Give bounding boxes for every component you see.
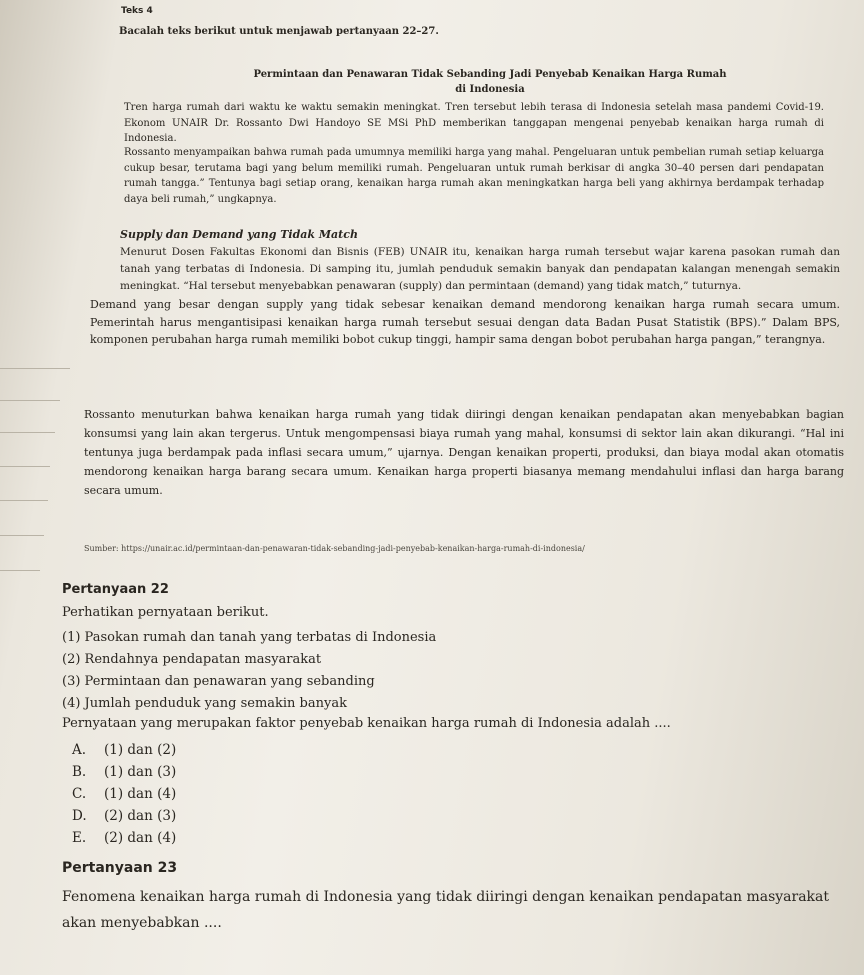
option-letter: D. — [72, 808, 87, 824]
option-letter: E. — [72, 830, 87, 846]
article-title-line2: di Indonesia — [455, 84, 525, 95]
article-paragraph-4: Demand yang besar dengan supply yang tidak sebesar kenaikan demand mendorong kenaikan harga rumah secara umum. Pemerintah harus mengantisipasi kenaikan harga rumah tersebut sesuai dengan data Badan Pusat Statistik (BPS).” Dalam BPS, komponen perubahan harga rumah memiliki bobot cukup tinggi, hampir sama dengan bobot perubahan harga pangan,” terangnya. — [90, 298, 840, 346]
margin-rule — [0, 466, 50, 467]
option-letter: A. — [72, 742, 87, 758]
statement-item: (2) Rendahnya pendapatan masyarakat — [62, 652, 322, 667]
margin-rule — [0, 432, 55, 433]
option-text: (2) dan (4) — [104, 830, 177, 846]
margin-rule — [0, 400, 60, 401]
article-subheading: Supply dan Demand yang Tidak Match — [120, 228, 358, 241]
statement-item: (1) Pasokan rumah dan tanah yang terbatas di Indonesia — [62, 630, 437, 645]
statement-item: (4) Jumlah penduduk yang semakin banyak — [62, 696, 347, 711]
option-text: (1) dan (3) — [104, 764, 177, 780]
option-c[interactable] — [72, 783, 176, 805]
article-title — [150, 67, 830, 97]
teks-label: Teks 4 — [121, 6, 153, 16]
option-text: (1) dan (2) — [104, 742, 177, 758]
question-22-intro: Perhatikan pernyataan berikut. — [62, 605, 269, 620]
article-source: Sumber: https://unair.ac.id/permintaan-dan-penawaran-tidak-sebanding-jadi-penyebab-kenaikan-harga-rumah-di-indonesia/ — [84, 544, 585, 553]
article-paragraph-1: Tren harga rumah dari waktu ke waktu semakin meningkat. Tren tersebut lebih terasa di Indonesia setelah masa pandemi Covid-19. Ekonom UNAIR Dr. Rossanto Dwi Handoyo SE MSi PhD memberikan tanggapan mengenai penyebab kenaikan harga rumah di Indonesia. — [124, 102, 824, 144]
option-b[interactable] — [72, 761, 176, 783]
option-e[interactable] — [72, 827, 176, 849]
option-letter: C. — [72, 786, 87, 802]
margin-rule — [0, 368, 70, 369]
reading-instruction: Bacalah teks berikut untuk menjawab pertanyaan 22–27. — [119, 26, 439, 37]
option-a[interactable] — [72, 739, 176, 761]
margin-rule — [0, 500, 48, 501]
question-22-title: Pertanyaan 22 — [62, 582, 169, 597]
statement-item: (3) Permintaan dan penawaran yang sebanding — [62, 674, 375, 689]
option-d[interactable] — [72, 805, 176, 827]
margin-rule — [0, 535, 44, 536]
question-22-text: Pernyataan yang merupakan faktor penyebab kenaikan harga rumah di Indonesia adalah .... — [62, 716, 671, 731]
margin-rule — [0, 570, 40, 571]
article-paragraph-2: Rossanto menyampaikan bahwa rumah pada umumnya memiliki harga yang mahal. Pengeluaran untuk pembelian rumah setiap keluarga cukup besar, terutama bagi yang belum memiliki rumah. Pengeluaran untuk rumah berkisar di angka 30–40 persen dari pendapatan rumah tangga.” Tentunya bagi setiap orang, kenaikan harga rumah akan meningkatkan harga beli yang akhirnya berdampak terhadap daya beli rumah,” ungkapnya. — [124, 147, 824, 205]
option-letter: B. — [72, 764, 87, 780]
option-text: (1) dan (4) — [104, 786, 177, 802]
article-paragraph-3: Menurut Dosen Fakultas Ekonomi dan Bisnis (FEB) UNAIR itu, kenaikan harga rumah tersebut wajar karena pasokan rumah dan tanah yang terbatas di Indonesia. Di samping itu, jumlah penduduk semakin banyak dan pendapatan kalangan menengah semakin meningkat. “Hal tersebut menyebabkan penawaran (supply) dan permintaan (demand) yang tidak match,” tuturnya. — [120, 246, 840, 292]
article-paragraph-5: Rossanto menuturkan bahwa kenaikan harga rumah yang tidak diiringi dengan kenaikan pendapatan akan menyebabkan bagian konsumsi yang lain akan tergerus. Untuk mengompensasi biaya rumah yang mahal, konsumsi di sektor lain akan dikurangi. “Hal ini tentunya juga berdampak pada inflasi secara umum,” ujarnya. Dengan kenaikan properti, produksi, dan biaya modal akan otomatis mendorong kenaikan harga barang secara umum. Kenaikan harga properti biasanya memang mendahului inflasi dan harga barang secara umum. — [84, 408, 844, 497]
question-23-title: Pertanyaan 23 — [62, 860, 178, 876]
answer-options — [72, 739, 176, 849]
question-23-text: Fenomena kenaikan harga rumah di Indonesia yang tidak diiringi dengan kenaikan pendapatan masyarakat akan menyebabkan .... — [62, 889, 830, 931]
article-title-line1: Permintaan dan Penawaran Tidak Sebanding Jadi Penyebab Kenaikan Harga Rumah — [253, 69, 727, 80]
statement-list — [62, 627, 436, 715]
option-text: (2) dan (3) — [104, 808, 177, 824]
